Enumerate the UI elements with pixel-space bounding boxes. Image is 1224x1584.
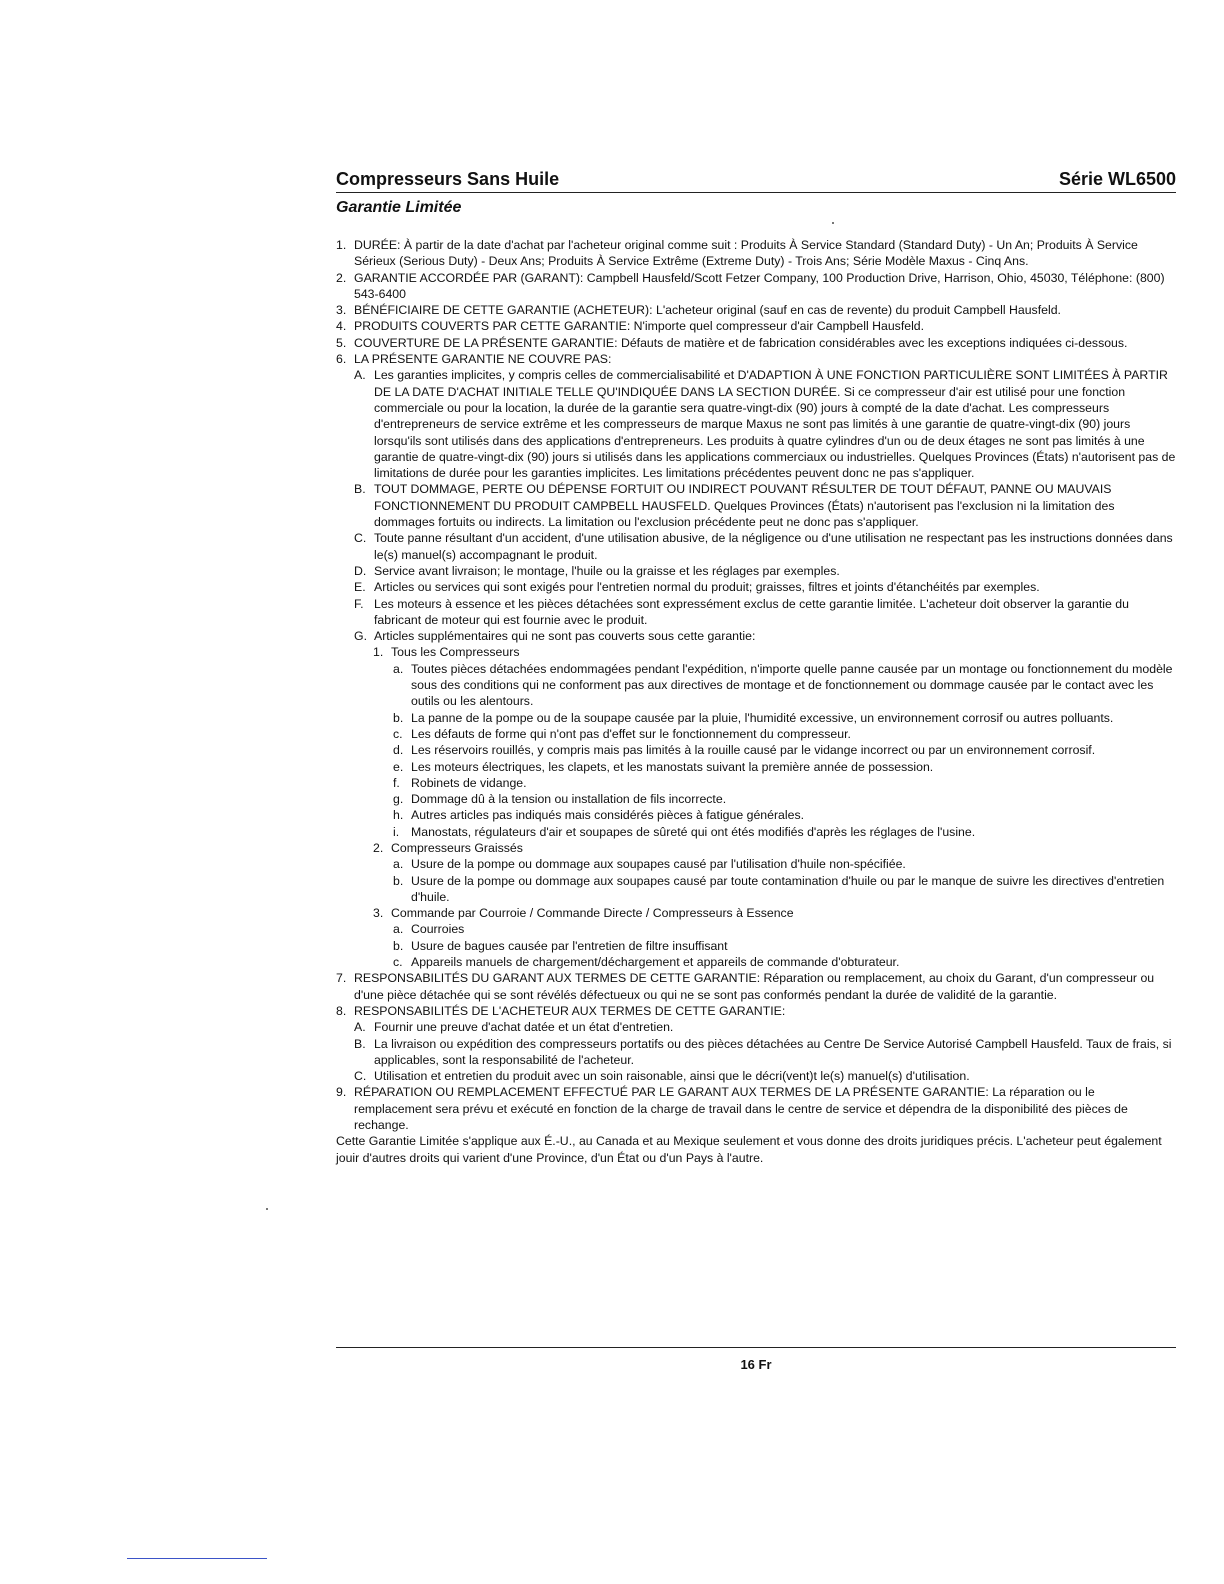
group-2-b: b. Usure de la pompe ou dommage aux soupapes causé par toute contamination d'huile ou par le manque de suivre les directives d'entretien d'huile. — [393, 873, 1165, 904]
warranty-item-7: 7. RESPONSABILITÉS DU GARANT AUX TERMES DE CETTE GARANTIE: Réparation ou remplacement, au choix du Garant, d'un compresseur ou d'une pièce détachée qui se sont révélés défectueux ou qui ne se sont pas conformés pendant la durée de validité de la garantie. — [336, 971, 1155, 1002]
exclusion-a: A. Les garanties implicites, y compris celles de commercialisabilité et D'ADAPTION À UNE FONCTION PARTICULIÈRE SONT LIMITÉES À PARTIR DE LA DATE D'ACHAT INITIALE TELLE QU'INDIQUÉE DANS LA SECTION DURÉE. Si ce compresseur d'air est utilisé pour une fonction commerciale ou pour la location, la durée de la garantie sera quatre-vingt-dix (90) jours à compté de la date d'achat. Les compresseurs d'entrepreneurs de service extrême et les compresseurs de marque Maxus ne sont pas limités à une garantie de quatre-vingt-dix (90) jours lorsqu'ils sont utilisés dans des applications d'entrepreneurs. Les produits à quatre cylindres d'un ou de deux étages ne sont pas limités à une garantie de quatre-vingt-dix (90) jours si utilisés dans les applications commerciaux ou industrielles. Quelques Provinces (États) n'autorisent pas de limitations de durée pour les garanties implicites. Les limitations précédentes peuvent donc ne pas s'appliquer. — [354, 368, 1176, 481]
group-1-a: a. Toutes pièces détachées endommagées pendant l'expédition, n'importe quelle panne causée par un montage ou fonctionnement du modèle sous des conditions qui ne conforment pas aux directives de montage et de fonctionnement ou dommage causée par le contact avec les outils ou les alentours. — [393, 661, 1173, 709]
warranty-item-9: 9. RÉPARATION OU REMPLACEMENT EFFECTUÉ PAR LE GARANT AUX TERMES DE LA PRÉSENTE GARANTIE: La réparation ou le remplacement sera prévu et exécuté en fonction de la charge de travail dans le centre de service et dépendra de la disponibilité des pièces de rechange. — [336, 1085, 1128, 1133]
header-title: Compresseurs Sans Huile — [336, 169, 560, 189]
buyer-duty-b: B. La livraison ou expédition des compresseurs portatifs ou des pièces détachées au Centre De Service Autorisé Campbell Hausfeld. Taux de frais, si applicables, sont la responsabilité de l'acheteur. — [354, 1036, 1172, 1067]
buyer-duty-a: A. Fournir une preuve d'achat datée et un état d'entretien. — [354, 1020, 674, 1035]
exclusion-d: D. Service avant livraison; le montage, l'huile ou la graisse et les réglages par exemples. — [354, 563, 840, 578]
warranty-item-8: 8. RESPONSABILITÉS DE L'ACHETEUR AUX TERMES DE CETTE GARANTIE: — [336, 1003, 786, 1018]
group-1-e: e. Les moteurs électriques, les clapets, et les manostats suivant la première année de possession. — [393, 759, 934, 774]
closing-statement: Cette Garantie Limitée s'applique aux É.-U., au Canada et au Mexique seulement et vous donne des droits juridiques précis. L'acheteur peut également jouir d'autres droits qui varient d'une Province, d'un État ou d'un Pays à l'autre. — [336, 1134, 1162, 1165]
group-3-b: b. Usure de bagues causée par l'entretien de filtre insuffisant — [393, 938, 728, 953]
footer-rule — [336, 1347, 1176, 1348]
scan-speck — [832, 222, 834, 224]
exclusion-c: C. Toute panne résultant d'un accident, d'une utilisation abusive, de la négligence ou d'une utilisation ne respectant pas les instructions données dans le(s) manuel(s) accompagnant le produit. — [354, 531, 1173, 562]
group-2-title: 2. Compresseurs Graissés — [373, 840, 523, 855]
header-series: Série WL6500 — [1058, 169, 1176, 189]
warranty-body — [336, 237, 1176, 1166]
group-3-a: a. Courroies — [393, 922, 465, 937]
section-subtitle: Garantie Limitée — [336, 199, 462, 216]
exclusion-g: G. Articles supplémentaires qui ne sont pas couverts sous cette garantie: — [354, 629, 756, 644]
warranty-page — [336, 160, 1176, 1166]
group-1-g: g. Dommage dû à la tension ou installation de fils incorrecte. — [393, 792, 727, 807]
group-1-h: h. Autres articles pas indiqués mais considérés pièces à fatigue générales. — [393, 808, 805, 823]
exclusion-e: E. Articles ou services qui sont exigés pour l'entretien normal du produit; graisses, filtres et joints d'étanchéités par exemples. — [354, 580, 1040, 595]
header-rule — [336, 192, 1176, 193]
page-number: 16 Fr — [740, 1357, 772, 1372]
group-1-c: c. Les défauts de forme qui n'ont pas d'effet sur le fonctionnement du compresseur. — [393, 726, 851, 741]
group-1-i: i. Manostats, régulateurs d'air et soupapes de sûreté qui ont étés modifiés d'après les réglages de l'usine. — [393, 824, 976, 839]
scan-speck — [266, 1208, 268, 1210]
group-3-title: 3. Commande par Courroie / Commande Directe / Compresseurs à Essence — [373, 906, 794, 921]
group-1-b: b. La panne de la pompe ou de la soupape causée par la pluie, l'humidité excessive, un environnement corrosif ou autres polluants. — [393, 710, 1114, 725]
page-header — [336, 160, 1176, 190]
warranty-item-5: 5. COUVERTURE DE LA PRÉSENTE GARANTIE: Défauts de matière et de fabrication considérables avec les exceptions indiquées ci-dessous. — [336, 335, 1128, 350]
warranty-item-3: 3. BÉNÉFICIAIRE DE CETTE GARANTIE (ACHETEUR): L'acheteur original (sauf en cas de revente) du produit Campbell Hausfeld. — [336, 303, 1061, 318]
group-1-title: 1. Tous les Compresseurs — [373, 645, 520, 660]
warranty-item-4: 4. PRODUITS COUVERTS PAR CETTE GARANTIE: N'importe quel compresseur d'air Campbell Hausfeld. — [336, 319, 925, 334]
warranty-item-1: 1. DURÉE: À partir de la date d'achat par l'acheteur original comme suit : Produits À Service Standard (Standard Duty) - Un An; Produits À Service Sérieux (Serious Duty) - Deux Ans; Produits À Service Extrême (Extreme Duty) - Trois Ans; Série Modèle Maxus - Cinq Ans. — [336, 238, 1138, 269]
exclusion-b: B. TOUT DOMMAGE, PERTE OU DÉPENSE FORTUIT OU INDIRECT POUVANT RÉSULTER DE TOUT DÉFAUT, PANNE OU MAUVAIS FONCTIONNEMENT DU PRODUIT CAMPBELL HAUSFELD. Quelques Provinces (États) n'autorisent pas l'exclusion ni la limitation des dommages fortuits ou indirects. La limitation ou l'exclusion précédente peut ne donc pas s'appliquer. — [354, 482, 1115, 530]
group-1-f: f. Robinets de vidange. — [393, 775, 527, 790]
buyer-duty-c: C. Utilisation et entretien du produit avec un soin raisonable, ainsi que le décri(vent)t le(s) manuel(s) d'utilisation. — [354, 1069, 970, 1084]
group-3-c: c. Appareils manuels de chargement/déchargement et appareils de commande d'obturateur. — [393, 955, 900, 970]
footer-accent-line — [127, 1558, 267, 1559]
exclusion-f: F. Les moteurs à essence et les pièces détachées sont expressément exclus de cette garantie limitée. L'acheteur doit observer la garantie du fabricant de moteur qui est fournie avec le produit. — [354, 596, 1129, 627]
group-2-a: a. Usure de la pompe ou dommage aux soupapes causé par l'utilisation d'huile non-spécifiée. — [393, 857, 906, 872]
group-1-d: d. Les réservoirs rouillés, y compris mais pas limités à la rouille causé par le vidange incorrect ou par un environnement corrosif. — [393, 743, 1096, 758]
warranty-item-6: 6. LA PRÉSENTE GARANTIE NE COUVRE PAS: — [336, 352, 612, 367]
warranty-item-2: 2. GARANTIE ACCORDÉE PAR (GARANT): Campbell Hausfeld/Scott Fetzer Company, 100 Production Drive, Harrison, Ohio, 45030, Téléphone: (800) 543-6400 — [336, 270, 1165, 301]
